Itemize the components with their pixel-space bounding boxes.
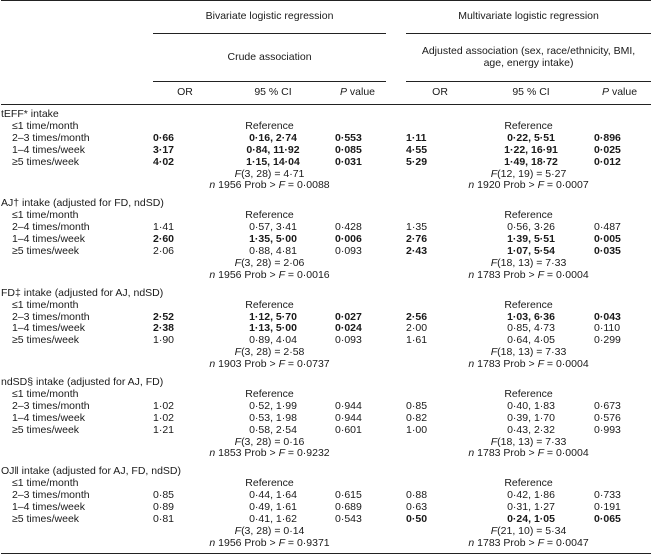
n-prob-adjusted: 1920 Prob > bbox=[477, 179, 538, 192]
results-table bbox=[1, 0, 651, 554]
f-symbol: F bbox=[278, 358, 285, 371]
n-prob-crude: 1956 Prob > bbox=[218, 268, 279, 281]
p-adjusted: 0·673 bbox=[594, 399, 621, 412]
ci-crude: 0·84, 11·92 bbox=[246, 143, 300, 156]
ci-crude: 0·89, 4·04 bbox=[249, 334, 297, 347]
ci-adjusted: 0·56, 3·26 bbox=[507, 221, 555, 234]
ci-adjusted: 0·22, 5·51 bbox=[507, 131, 555, 144]
f-symbol: F bbox=[490, 346, 498, 359]
or-crude: 1·02 bbox=[153, 411, 175, 424]
ci-crude: 0·88, 4·81 bbox=[249, 244, 297, 257]
n-symbol: n bbox=[468, 358, 478, 371]
header-crude: Crude association bbox=[227, 50, 312, 63]
or-adjusted: 0·82 bbox=[406, 411, 428, 424]
ci-adjusted: 0·40, 1·83 bbox=[507, 399, 555, 412]
or-crude: 0·85 bbox=[153, 489, 175, 502]
ci-crude: 0·58, 2·54 bbox=[249, 423, 297, 436]
row-label: 1–4 times/week bbox=[12, 233, 85, 246]
p-crude: 0·027 bbox=[335, 310, 362, 323]
or-crude: 2·38 bbox=[153, 322, 175, 335]
row-label: ≤1 time/month bbox=[12, 298, 79, 311]
row-label: 1–4 times/week bbox=[12, 411, 85, 424]
f-symbol: F bbox=[234, 167, 242, 180]
row-label: ≤1 time/month bbox=[12, 209, 79, 222]
n-symbol: n bbox=[209, 447, 219, 460]
n-symbol: n bbox=[209, 268, 219, 281]
p-crude: 0·024 bbox=[335, 322, 362, 335]
row-label: ≥5 times/week bbox=[12, 513, 80, 525]
n-symbol: n bbox=[209, 179, 219, 192]
p-adjusted: 0·012 bbox=[594, 155, 621, 168]
reference-label-adjusted: Reference bbox=[504, 477, 553, 490]
p-adjusted: 0·487 bbox=[594, 221, 621, 234]
f-symbol: F bbox=[537, 179, 544, 192]
prob-value-crude: = 0·9371 bbox=[284, 536, 330, 549]
section-title-row bbox=[1, 466, 651, 478]
ci-crude: 1·35, 5·00 bbox=[249, 233, 297, 246]
p-adjusted: 0·733 bbox=[594, 489, 621, 502]
n-prob-row bbox=[1, 538, 651, 550]
f-symbol: F bbox=[234, 256, 242, 269]
n-prob-row bbox=[1, 359, 651, 371]
header-p-adjusted-rest: value bbox=[609, 86, 638, 99]
n-prob-row bbox=[1, 180, 651, 192]
f-stat-adjusted: (18, 13) = 7·33 bbox=[497, 346, 567, 359]
prob-value-adjusted: = 0·0004 bbox=[544, 268, 589, 281]
p-adjusted: 0·065 bbox=[594, 513, 621, 525]
f-symbol: F bbox=[537, 268, 544, 281]
f-symbol: F bbox=[278, 447, 285, 460]
n-prob-crude: 1903 Prob > bbox=[218, 358, 279, 371]
n-symbol: n bbox=[468, 179, 478, 192]
n-prob-adjusted: 1783 Prob > bbox=[477, 358, 538, 371]
or-crude: 1·90 bbox=[153, 334, 175, 347]
header-ci-adjusted: 95 % CI bbox=[512, 86, 550, 99]
ci-adjusted: 1·39, 5·51 bbox=[507, 233, 555, 246]
table-header bbox=[1, 1, 651, 105]
f-symbol: F bbox=[278, 536, 285, 549]
header-p-crude-italic: P bbox=[339, 86, 347, 99]
row-label: 2–3 times/month bbox=[12, 399, 90, 412]
p-adjusted: 0·299 bbox=[594, 334, 621, 347]
or-crude: 0·66 bbox=[153, 131, 175, 144]
ci-crude: 1·15, 14·04 bbox=[246, 155, 300, 168]
or-crude: 2·06 bbox=[153, 244, 175, 257]
p-crude: 0·543 bbox=[335, 513, 362, 525]
f-symbol: F bbox=[234, 435, 242, 448]
or-crude: 2·52 bbox=[153, 310, 175, 323]
row-label: ≤1 time/month bbox=[12, 477, 79, 490]
section-title-row bbox=[1, 377, 651, 389]
section-title: AJ† intake (adjusted for FD, ndSD) bbox=[1, 197, 164, 210]
ci-adjusted: 0·39, 1·70 bbox=[507, 411, 555, 424]
ci-crude: 1·13, 5·00 bbox=[249, 322, 297, 335]
f-stat-crude: (3, 28) = 2·06 bbox=[241, 256, 305, 269]
f-stat-adjusted: (18, 13) = 7·33 bbox=[497, 435, 567, 448]
prob-value-adjusted: = 0·0007 bbox=[544, 179, 589, 192]
or-adjusted: 2·56 bbox=[406, 310, 428, 323]
ci-crude: 1·12, 5·70 bbox=[249, 310, 297, 323]
row-label: 1–4 times/week bbox=[12, 322, 85, 335]
p-crude: 0·944 bbox=[335, 399, 362, 412]
n-symbol: n bbox=[209, 358, 219, 371]
n-prob-adjusted: 1783 Prob > bbox=[477, 268, 538, 281]
ci-adjusted: 0·43, 2·32 bbox=[507, 423, 555, 436]
row-label: ≤1 time/month bbox=[12, 387, 79, 400]
or-crude: 1·02 bbox=[153, 399, 175, 412]
f-symbol: F bbox=[490, 167, 498, 180]
f-stat-adjusted: (12, 19) = 5·27 bbox=[497, 167, 567, 180]
f-stat-adjusted: (21, 10) = 5·34 bbox=[497, 524, 567, 537]
p-adjusted: 0·043 bbox=[594, 310, 621, 323]
f-symbol: F bbox=[234, 346, 242, 359]
p-crude: 0·553 bbox=[335, 131, 362, 144]
n-prob-row bbox=[1, 448, 651, 460]
or-adjusted: 2·43 bbox=[406, 244, 428, 257]
ci-adjusted: 0·64, 4·05 bbox=[507, 334, 555, 347]
f-symbol: F bbox=[234, 524, 242, 537]
n-symbol: n bbox=[468, 536, 478, 549]
row-label: ≥5 times/week bbox=[12, 334, 80, 347]
f-stat-crude: (3, 28) = 2·58 bbox=[241, 346, 305, 359]
p-adjusted: 0·025 bbox=[594, 143, 621, 156]
p-adjusted: 0·035 bbox=[594, 244, 621, 257]
f-symbol: F bbox=[490, 256, 498, 269]
prob-value-crude: = 0·9232 bbox=[284, 447, 330, 460]
reference-label-adjusted: Reference bbox=[504, 298, 553, 311]
ci-adjusted: 0·42, 1·86 bbox=[507, 489, 555, 502]
reference-label-adjusted: Reference bbox=[504, 119, 553, 132]
row-label: ≤1 time/month bbox=[12, 119, 79, 132]
ci-crude: 0·41, 1·62 bbox=[249, 513, 297, 525]
section-title: FD‡ intake (adjusted for AJ, ndSD) bbox=[1, 286, 164, 299]
ci-adjusted: 0·24, 1·05 bbox=[507, 513, 555, 525]
p-crude: 0·428 bbox=[335, 221, 362, 234]
or-crude: 1·41 bbox=[153, 221, 175, 234]
header-p-crude-rest: value bbox=[347, 86, 376, 99]
section-title: tEFF* intake bbox=[1, 108, 59, 120]
or-adjusted: 2·00 bbox=[406, 322, 428, 335]
ci-crude: 0·49, 1·61 bbox=[249, 501, 297, 514]
or-adjusted: 4·55 bbox=[406, 143, 428, 156]
row-label: 2–3 times/month bbox=[12, 131, 90, 144]
f-symbol: F bbox=[490, 435, 498, 448]
p-adjusted: 0·191 bbox=[594, 501, 621, 514]
ci-crude: 0·57, 3·41 bbox=[249, 221, 297, 234]
p-crude: 0·689 bbox=[335, 501, 362, 514]
reference-label-crude: Reference bbox=[245, 209, 294, 222]
p-crude: 0·085 bbox=[335, 143, 362, 156]
n-symbol: n bbox=[468, 447, 478, 460]
or-crude: 0·89 bbox=[153, 501, 175, 514]
prob-value-crude: = 0·0016 bbox=[284, 268, 330, 281]
or-adjusted: 0·50 bbox=[406, 513, 428, 525]
row-label: 2–4 times/month bbox=[12, 221, 90, 234]
p-crude: 0·031 bbox=[335, 155, 362, 168]
prob-value-crude: = 0·0737 bbox=[284, 358, 330, 371]
ci-crude: 0·16, 2·74 bbox=[249, 131, 297, 144]
or-crude: 0·81 bbox=[153, 513, 175, 525]
f-symbol: F bbox=[537, 358, 544, 371]
or-adjusted: 0·88 bbox=[406, 489, 428, 502]
section-title-row bbox=[1, 288, 651, 300]
or-crude: 4·02 bbox=[153, 155, 175, 168]
or-adjusted: 1·35 bbox=[406, 221, 428, 234]
section-title-row bbox=[1, 105, 651, 121]
n-symbol: n bbox=[209, 536, 219, 549]
or-adjusted: 0·63 bbox=[406, 501, 428, 514]
reference-label-crude: Reference bbox=[245, 298, 294, 311]
section-title: OJ‖ intake (adjusted for AJ, FD, ndSD) bbox=[1, 465, 181, 478]
p-adjusted: 0·576 bbox=[594, 411, 621, 424]
ci-adjusted: 1·03, 6·36 bbox=[507, 310, 555, 323]
or-adjusted: 1·11 bbox=[406, 131, 427, 144]
or-adjusted: 1·61 bbox=[406, 334, 428, 347]
header-multivariate: Multivariate logistic regression bbox=[458, 10, 599, 23]
f-symbol: F bbox=[537, 447, 544, 460]
n-symbol: n bbox=[468, 268, 478, 281]
p-crude: 0·006 bbox=[335, 233, 362, 246]
prob-value-adjusted: = 0·0047 bbox=[544, 536, 589, 549]
p-crude: 0·944 bbox=[335, 411, 362, 424]
or-crude: 2·60 bbox=[153, 233, 175, 246]
table-body bbox=[1, 105, 651, 550]
f-stat-adjusted: (18, 13) = 7·33 bbox=[497, 256, 567, 269]
n-prob-adjusted: 1783 Prob > bbox=[477, 536, 538, 549]
or-adjusted: 2·76 bbox=[406, 233, 428, 246]
prob-value-adjusted: = 0·0004 bbox=[544, 447, 589, 460]
prob-value-adjusted: = 0·0004 bbox=[544, 358, 589, 371]
f-stat-crude: (3, 28) = 0·14 bbox=[241, 524, 305, 537]
p-crude: 0·093 bbox=[335, 334, 362, 347]
header-or-adjusted: OR bbox=[432, 86, 448, 99]
row-label: ≥5 times/week bbox=[12, 155, 80, 168]
n-prob-crude: 1956 Prob > bbox=[218, 179, 279, 192]
f-symbol: F bbox=[278, 179, 285, 192]
p-adjusted: 0·896 bbox=[594, 131, 621, 144]
ci-adjusted: 1·07, 5·54 bbox=[507, 244, 555, 257]
or-adjusted: 1·00 bbox=[406, 423, 428, 436]
p-crude: 0·093 bbox=[335, 244, 362, 257]
row-label: ≥5 times/week bbox=[12, 423, 80, 436]
ci-crude: 0·52, 1·99 bbox=[249, 399, 297, 412]
or-crude: 1·21 bbox=[153, 423, 175, 436]
p-adjusted: 0·005 bbox=[594, 233, 621, 246]
row-label: 1–4 times/week bbox=[12, 501, 85, 514]
f-stat-crude: (3, 28) = 4·71 bbox=[241, 167, 305, 180]
row-label: 1–4 times/week bbox=[12, 143, 85, 156]
f-symbol: F bbox=[490, 524, 498, 537]
n-prob-crude: 1853 Prob > bbox=[218, 447, 279, 460]
reference-label-adjusted: Reference bbox=[504, 387, 553, 400]
reference-label-crude: Reference bbox=[245, 477, 294, 490]
f-symbol: F bbox=[537, 536, 544, 549]
n-prob-row bbox=[1, 270, 651, 282]
f-stat-crude: (3, 28) = 0·16 bbox=[241, 435, 305, 448]
p-crude: 0·615 bbox=[335, 489, 362, 502]
f-symbol: F bbox=[278, 268, 285, 281]
reference-label-adjusted: Reference bbox=[504, 209, 553, 222]
or-crude: 3·17 bbox=[153, 143, 175, 156]
prob-value-crude: = 0·0088 bbox=[284, 179, 330, 192]
row-label: 2–3 times/month bbox=[12, 489, 90, 502]
ci-adjusted: 1·49, 18·72 bbox=[504, 155, 558, 168]
ci-adjusted: 0·85, 4·73 bbox=[507, 322, 555, 335]
header-adjusted: Adjusted association (sex, race/ethnicity, BMI, age, energy intake) bbox=[421, 44, 636, 69]
header-ci-crude: 95 % CI bbox=[254, 86, 292, 99]
p-adjusted: 0·110 bbox=[594, 322, 621, 335]
reference-label-crude: Reference bbox=[245, 119, 294, 132]
p-crude: 0·601 bbox=[335, 423, 362, 436]
section-title-row bbox=[1, 198, 651, 210]
ci-adjusted: 1·22, 16·91 bbox=[504, 143, 558, 156]
ci-adjusted: 0·31, 1·27 bbox=[507, 501, 555, 514]
row-label: ≥5 times/week bbox=[12, 244, 80, 257]
or-adjusted: 0·85 bbox=[406, 399, 428, 412]
section-title: ndSD§ intake (adjusted for AJ, FD) bbox=[1, 376, 164, 389]
ci-crude: 0·53, 1·98 bbox=[249, 411, 297, 424]
p-adjusted: 0·993 bbox=[594, 423, 621, 436]
or-adjusted: 5·29 bbox=[406, 155, 428, 168]
ci-crude: 0·44, 1·64 bbox=[249, 489, 297, 502]
reference-label-crude: Reference bbox=[245, 387, 294, 400]
header-bivariate: Bivariate logistic regression bbox=[205, 10, 334, 23]
row-label: 2–3 times/month bbox=[12, 310, 90, 323]
n-prob-adjusted: 1783 Prob > bbox=[477, 447, 538, 460]
n-prob-crude: 1956 Prob > bbox=[218, 536, 279, 549]
header-p-adjusted-italic: P bbox=[602, 86, 610, 99]
header-or-crude: OR bbox=[177, 86, 193, 99]
